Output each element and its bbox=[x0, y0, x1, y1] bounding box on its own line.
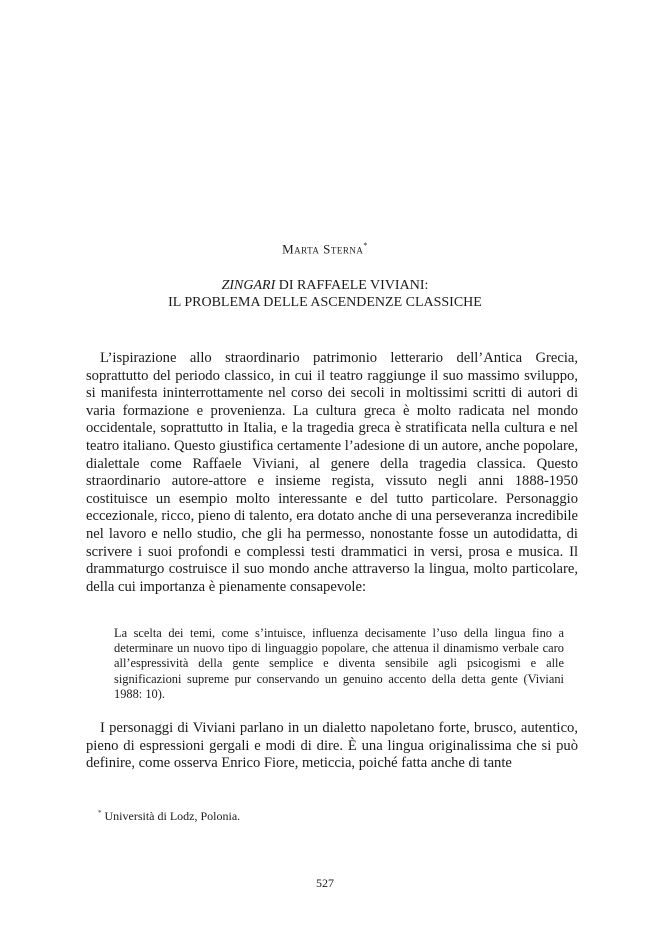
body-paragraph-2 bbox=[86, 720, 578, 773]
title-italic-part: ZINGARI bbox=[221, 278, 276, 293]
page-number: 527 bbox=[316, 876, 334, 890]
paragraph-1-text: L’ispirazione allo straordinario patrimonio letterario dell’Antica Grecia, soprattutto del periodo classico, in cui il teatro raggiunge il suo massimo sviluppo, si manifesta ininterrottamente nel corso dei secoli in moltissimi scritti di autori di varia formazione e provenienza. La cultura greca è molto radicata nel mondo occidentale, soprattutto in Italia, e la tragedia greca è stratificata nella cultura e nel teatro italiano. Questo giustifica certamente l’adesione di un autore, anche popolare, dialettale come Raffaele Viviani, al genere della tragedia classica. Questo straordinario autore-attore e insieme regista, vissuto negli anni 1888-1950 costituisce un esempio molto interessante e del tutto particolare. Personaggio eccezionale, ricco, pieno di talento, era dotato anche di una perseveranza incredibile nel lavoro e nello studio, che gli ha permesso, nonostante fosse un autodidatta, di scrivere i suoi profondi e complessi testi drammatici in versi, prosa e musica. Il drammaturgo costruisce il suo mondo anche attraverso la lingua, molto particolare, della cui importanza è pienamente consapevole: bbox=[86, 350, 578, 595]
title-line-2: IL PROBLEMA DELLE ASCENDENZE CLASSICHE bbox=[168, 295, 482, 310]
quote-text: La scelta dei temi, come s’intuisce, influenza decisamente l’uso della lingua fino a determinare un nuovo tipo di linguaggio popolare, che attenua il dinamismo verbale caro all’espressività della gente semplice e diventa sensibile agli psicogismi e alle significazioni supreme pur conservando un genuino accento della detta gente (Viviani 1988: 10). bbox=[114, 626, 564, 701]
block-quote bbox=[114, 626, 564, 702]
title-line-1 bbox=[0, 277, 650, 294]
author-name-text: Marta Sterna bbox=[282, 241, 364, 257]
author-name bbox=[0, 241, 650, 257]
footnote-text: Università di Lodz, Polonia. bbox=[104, 809, 241, 823]
article-title bbox=[0, 277, 650, 311]
paragraph-2-text: I personaggi di Viviani parlano in un dialetto napoletano forte, brusco, autentico, pieno di espressioni gergali e modi di dire. È una lingua originalissima che si può definire, come osserva Enrico Fiore, meticcia, poiché fatta anche di tante bbox=[86, 720, 578, 772]
body-paragraph-1 bbox=[86, 350, 578, 596]
title-line-1-rest: DI RAFFAELE VIVIANI: bbox=[275, 278, 429, 293]
footnote-mark: * bbox=[98, 809, 102, 817]
footnote bbox=[98, 809, 558, 824]
author-footnote-mark: * bbox=[363, 241, 368, 250]
